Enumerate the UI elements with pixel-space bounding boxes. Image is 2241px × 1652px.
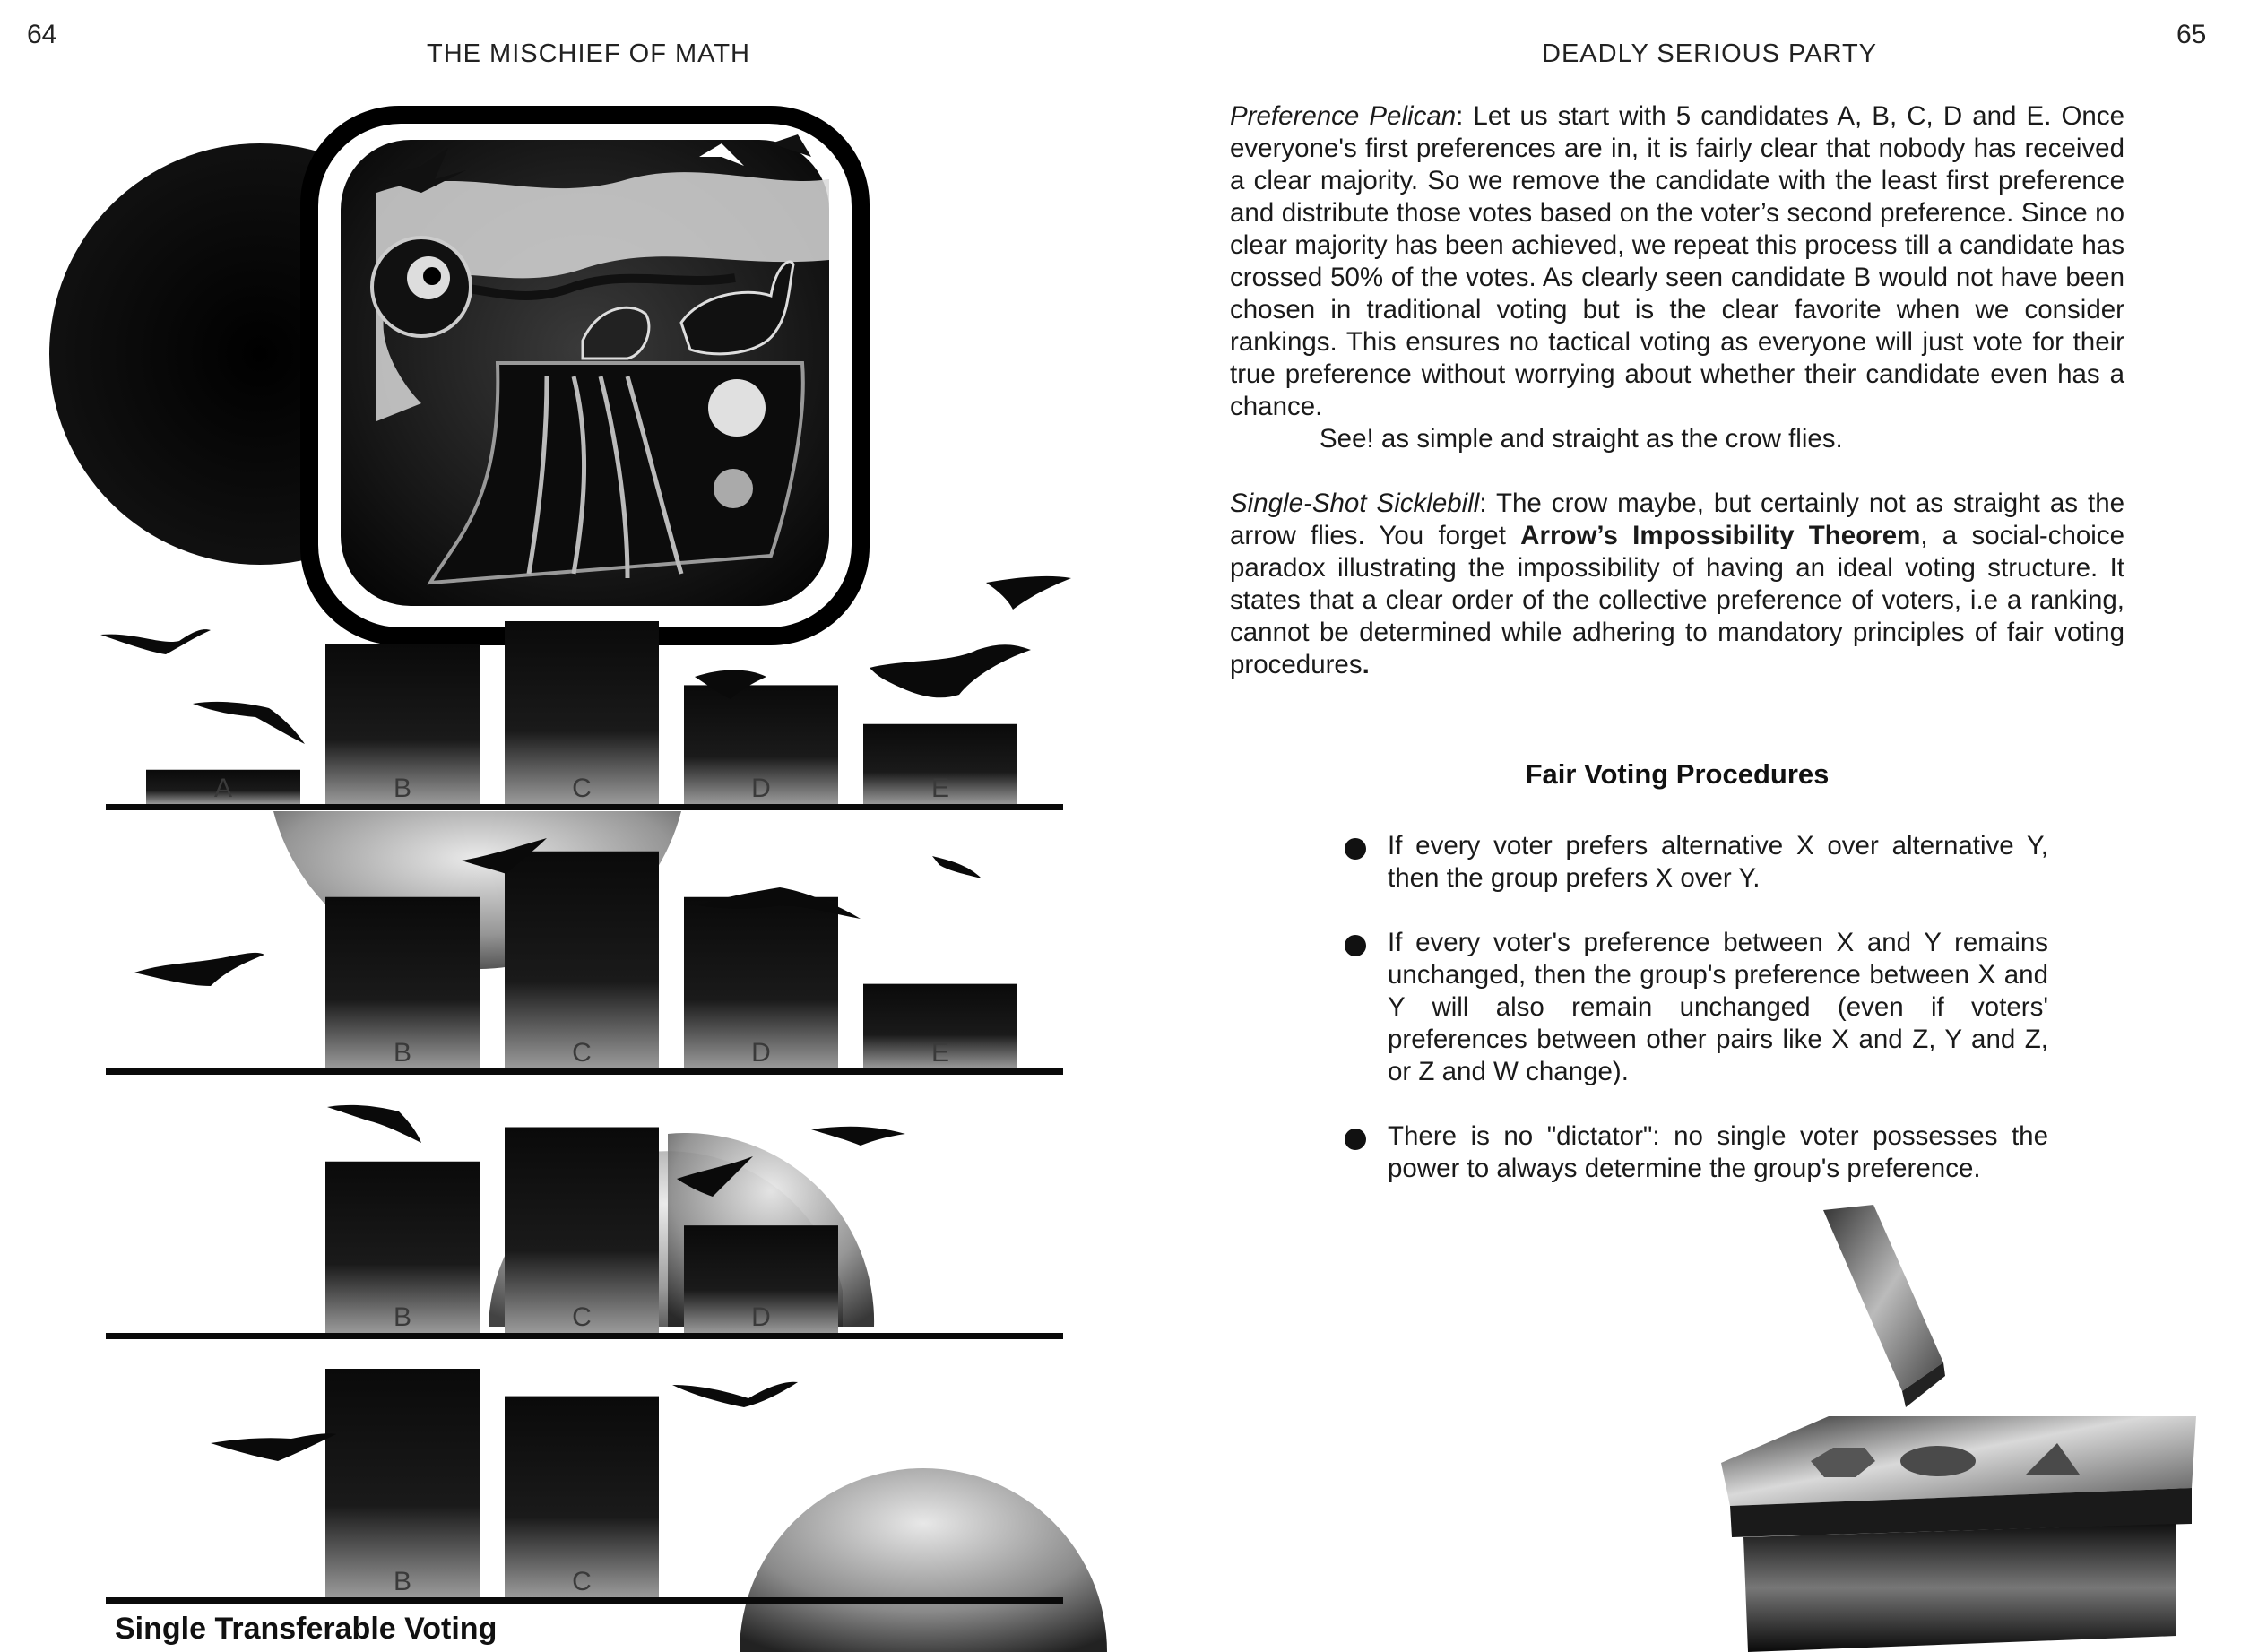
section-title: Fair Voting Procedures: [1525, 758, 1830, 790]
paragraph-preference-pelican: [1230, 100, 2124, 423]
bar-candidate-c: [505, 852, 659, 1068]
bar-label-b: B: [393, 1567, 412, 1596]
list-item-text: If every voter prefers alternative X over alternative Y, then the group prefers X over Y.: [1388, 831, 2048, 893]
page-number-right: 65: [2176, 20, 2207, 49]
term-preference-pelican: Preference Pelican: [1230, 101, 1457, 131]
bullet-icon: [1345, 1129, 1366, 1150]
term-single-shot-sicklebill: Single-Shot Sicklebill: [1230, 489, 1480, 518]
list-item: [1345, 927, 2048, 1088]
bar-label-b: B: [393, 1302, 412, 1332]
list-item: [1345, 1120, 2048, 1185]
bar-label-e: E: [930, 1038, 950, 1068]
paragraph-body: , a social-choice paradox illustrating the impossibility of having an ideal voting structure. It states that a clear order of the collective preference of voters, i.e a ranking, cannot be determined while adhering to mandatory principles of fair voting procedures: [1230, 521, 2124, 679]
term-arrows-theorem: Arrow’s Impossibility Theorem: [1520, 521, 1921, 550]
page-number-left: 64: [27, 20, 57, 49]
ballot-box-illustration: [1703, 1192, 2205, 1652]
bird-icon: [932, 856, 982, 878]
bird-icon: [193, 702, 305, 744]
list-item: [1345, 830, 2048, 895]
bar-label-d: D: [751, 774, 771, 803]
figure-caption: Single Transferable Voting: [115, 1612, 498, 1646]
bird-icon: [811, 1127, 905, 1146]
running-head-right: DEADLY SERIOUS PARTY: [1542, 39, 1878, 68]
bar-label-c: C: [572, 774, 592, 803]
bird-icon: [100, 629, 211, 654]
bar-label-b: B: [393, 774, 412, 803]
bar-label-e: E: [930, 774, 950, 803]
paragraph-single-shot-sicklebill: [1230, 488, 2124, 681]
bar-label-a: A: [213, 774, 233, 803]
paragraph-closing: See! as simple and straight as the crow flies.: [1320, 424, 1843, 454]
bullet-icon: [1345, 935, 1366, 956]
fair-voting-list: [1345, 830, 2048, 1217]
bird-artwork-frame: [300, 106, 870, 645]
running-head-left: THE MISCHIEF OF MATH: [427, 39, 751, 68]
body-text: [1230, 100, 2124, 681]
paragraph-body: : The crow maybe, but certainly not as straight as the arrow flies. You forget: [1230, 489, 2125, 550]
bird-icon: [870, 644, 1031, 697]
bar-label-d: D: [751, 1038, 771, 1068]
round-4: [325, 1369, 659, 1597]
paragraph-end: .: [1362, 650, 1370, 679]
bird-icon: [672, 1382, 798, 1407]
bullet-icon: [1345, 838, 1366, 860]
list-item-text: If every voter's preference between X and Y remains unchanged, then the group's preference between X and Y will also remain unchanged (even if voters' preferences between other pairs like X and Z, Y and Z, or Z and W change).: [1388, 928, 2048, 1086]
bar-label-c: C: [572, 1302, 592, 1332]
bar-label-c: C: [572, 1567, 592, 1596]
voting-illustration: [0, 0, 1120, 1652]
paragraph-body: : Let us start with 5 candidates A, B, C, D and E. Once everyone's first preferences are in, it is fairly clear that nobody has received a clear majority. So we remove the candidate with the least first preference and distribute those votes based on the voter’s second preference. Since no clear majority has been achieved, we repeat this process till a candidate has crossed 50% of the votes. As clearly seen candidate B would not have been chosen in traditional voting but is the clear favorite when we consider rankings. This ensures no tactical voting as everyone will just vote for their true preference without worrying about whether their candidate even has a chance.: [1230, 101, 2124, 421]
bar-label-c: C: [572, 1038, 592, 1068]
bird-icon: [327, 1105, 421, 1143]
ballot-card: [1823, 1205, 1945, 1407]
bar-label-b: B: [393, 1038, 412, 1068]
grey-sun-bottom: [740, 1468, 1107, 1652]
bar-candidate-b: [325, 1369, 480, 1597]
list-item-text: There is no "dictator": no single voter possesses the power to always determine the group's preference.: [1388, 1121, 2048, 1183]
bird-icon: [134, 953, 264, 986]
round-1: [146, 621, 1017, 804]
bird-icon: [211, 1433, 336, 1461]
bar-label-d: D: [751, 1302, 771, 1332]
bird-icon: [986, 576, 1071, 610]
